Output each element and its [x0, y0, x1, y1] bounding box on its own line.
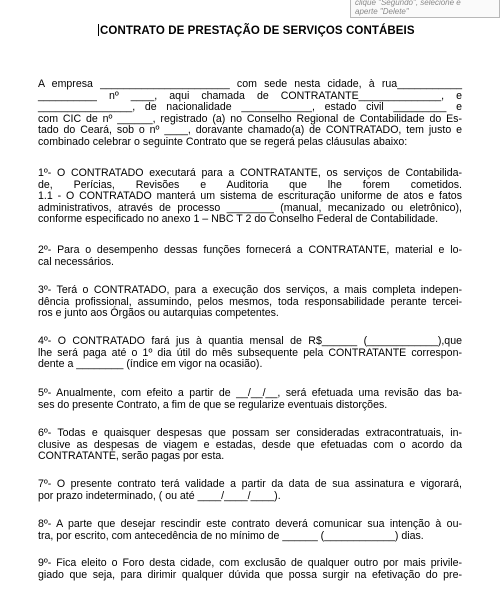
- intro-line: ________________, de nacionalidade ____________, estado civil _________ e: [38, 101, 462, 114]
- clause-7: [38, 479, 462, 502]
- intro-line: A empresa ______________________ com sede nesta cidade, à rua___________: [38, 78, 462, 90]
- clause-line: 8º- A parte que desejar rescindir este contrato deverá comunicar sua intenção à ou-: [38, 518, 462, 530]
- intro-line: combinado celebrar o seguinte Contrato que se regerá pelas cláusulas abaixo:: [38, 135, 408, 148]
- clause-4: [38, 336, 462, 371]
- document-title-text: CONTRATO DE PRESTAÇÃO DE SERVIÇOS CONTÁBEIS: [100, 25, 415, 37]
- clause-line: lhe será paga até o 1º dia útil do mês subsequente pela CONTRATANTE correspon-: [38, 346, 462, 359]
- clause-9: [38, 558, 462, 581]
- clause-3: [38, 285, 462, 320]
- clause-8: [38, 519, 462, 542]
- clause-6: [38, 428, 462, 463]
- clause-line: 4º- O CONTRATADO fará jus à quantia mensal de R$______ (____________),que: [38, 335, 462, 347]
- intro-line: tado do Ceará, sob o nº ____, doravante chamado(a) de CONTRATADO, tem justo e: [38, 124, 462, 137]
- clause-line: giado que seja, para dirimir qualquer dúvida que possa surgir na efetivação do pre-: [38, 568, 462, 581]
- clause-line: CONTRATANTE, serão pagas por esta.: [38, 450, 225, 463]
- clause-line: de, Perícias, Revisões e Auditoria que lhe forem cometidos.: [38, 178, 462, 191]
- clause-line: 3º- Terá o CONTRATADO, para a execução dos serviços, a mais completa indepen-: [38, 284, 462, 296]
- clause-line: 9º- Fica eleito o Foro desta cidade, com exclusão de qualquer outro por mais privile-: [38, 557, 462, 569]
- text-cursor: [98, 24, 99, 36]
- comment-line: clique "Segundo", selecione e: [355, 0, 461, 7]
- clause-line: conforme especificado no anexo 1 – NBC T 2 do Conselho Federal de Contabilidade.: [38, 213, 439, 226]
- intro-paragraph: [38, 79, 462, 149]
- clause-line: 6º- Todas e quaisquer despesas que possam ser consideradas extracontratuais, in-: [38, 427, 462, 439]
- comment-line: aperte "Delete": [355, 7, 409, 16]
- clause-line: 5º- Anualmente, com efeito a partir de __/__/__, será efetuada uma revisão das ba-: [38, 387, 462, 399]
- document-title: [98, 24, 478, 37]
- clause-line: por prazo indeterminado, ( ou até ____/____/____).: [38, 489, 281, 502]
- clause-line: dência profissional, assumindo, pelos mesmos, toda responsabilidade perante tercei-: [38, 295, 462, 308]
- clause-line: ses do presente Contrato, a fim de que se regularize eventuais distorções.: [38, 398, 388, 411]
- intro-line: com CIC de nº ______, registrado (a) no Conselho Regional de Contabilidade do Es-: [38, 112, 462, 125]
- comment-balloon[interactable]: [350, 0, 500, 18]
- clause-line: cal necessários.: [38, 255, 114, 268]
- clause-line: 1º- O CONTRATADO executará para a CONTRATANTE, os serviços de Contabilida-: [38, 167, 462, 179]
- clause-line: clusive as despesas de viagem e estadas, desde que efetuadas com o acordo da: [38, 438, 462, 451]
- clause-line: ros e junto aos Órgãos ou autarquias competentes.: [38, 307, 279, 320]
- clause-line: 1.1 - O CONTRATADO manterá um sistema de escrituração uniforme de atos e fatos: [38, 190, 462, 203]
- clause-line: tra, por escrito, com antecedência de no mínimo de ______ (____________) dias.: [38, 529, 424, 542]
- intro-line: __________ nº ____, aqui chamada de CONTRATANTE______________, e: [38, 89, 462, 102]
- clause-1: [38, 168, 462, 226]
- clause-2: [38, 245, 462, 268]
- clause-line: 7º- O presente contrato terá validade a partir da data de sua assinatura e vigorará,: [38, 478, 462, 490]
- clause-5: [38, 388, 462, 411]
- clause-line: dente a ________ (índice em vigor na ocasião).: [38, 358, 263, 371]
- clause-line: administrativos, através de processo ________ (manual, mecanizado ou eletrônico),: [38, 201, 462, 214]
- clause-line: 2º- Para o desempenho dessas funções fornecerá a CONTRATANTE, material e lo-: [38, 244, 462, 256]
